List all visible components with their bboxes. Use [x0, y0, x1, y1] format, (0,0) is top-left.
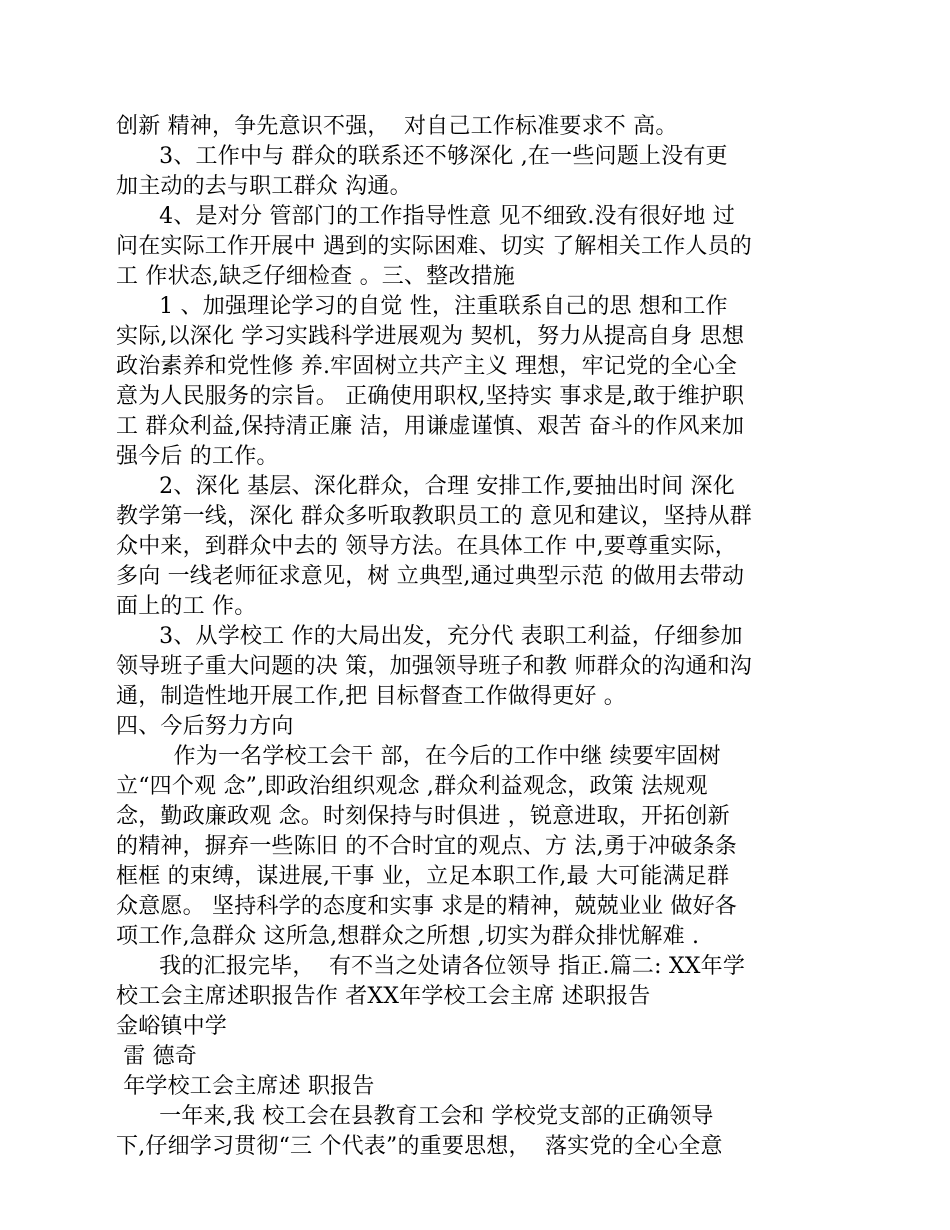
author-name: 雷 德奇 [116, 1044, 197, 1069]
text-line: 政治素养和党性修 养.牢固树立共产主义 理想，牢记党的全心全 [116, 354, 737, 379]
text-line: 加主动的去与职工群众 沟通。 [116, 174, 412, 199]
text-line: 作为一名学校工会干 部，在今后的工作中继 续要牢固树 [116, 744, 721, 769]
text-line: 校工会主席述职报告作 者XX年学校工会主席 述职报告 [116, 984, 651, 1009]
text-line: 强今后 的工作。 [116, 444, 279, 469]
school-name: 金峪镇中学 [116, 1014, 228, 1039]
text-line: 实际,以深化 学习实践科学进展观为 契机，努力从提高自身 思想 [116, 324, 745, 349]
text-line: 的精神，摒弃一些陈旧 的不合时宜的观点、方 法,勇于冲破条条 [116, 834, 737, 859]
section-heading: 四、今后努力方向 [116, 714, 294, 739]
text-line: 一年来,我 校工会在县教育工会和 学校党支部的正确领导 [116, 1104, 714, 1129]
text-line: 项工作,急群众 这所急,想群众之所想 ,切实为群众排忧解难 . [116, 924, 700, 949]
text-line: 念，勤政廉政观 念。时刻保持与时俱进 ，锐意进取，开拓创新 [116, 804, 730, 829]
text-line: 下,仔细学习贯彻“三 个代表”的重要思想， 落实党的全心全意 [116, 1134, 723, 1159]
text-line: 1 、加强理论学习的自觉 性，注重联系自己的思 想和工作 [116, 294, 728, 319]
text-line: 工 作状态,缺乏仔细检查 。三、整改措施 [116, 264, 515, 289]
text-line: 我的汇报完毕， 有不当之处请各位领导 指正.篇二: XX年学 [116, 954, 746, 979]
text-line: 众中来，到群众中去的 领导方法。在具体工作 中,要尊重实际， [116, 534, 737, 559]
text-line: 面上的工 作。 [116, 594, 257, 619]
text-line: 3、从学校工 作的大局出发，充分代 表职工利益，仔细参加 [116, 624, 743, 649]
text-line: 2、深化 基层、深化群众，合理 安排工作,要抽出时间 深化 [116, 474, 735, 499]
text-line: 教学第一线，深化 群众多听取教职员工的 意见和建议，坚持从群 [116, 504, 752, 529]
text-line: 通，制造性地开展工作,把 目标督查工作做得更好 。 [116, 684, 626, 709]
text-line: 众意愿。 坚持科学的态度和实事 求是的精神，兢兢业业 做好各 [116, 894, 737, 919]
text-line: 工 群众利益,保持清正廉 洁，用谦虚谨慎、艰苦 奋斗的作风来加 [116, 414, 745, 439]
text-line: 领导班子重大问题的决 策，加强领导班子和教 师群众的沟通和沟 [116, 654, 752, 679]
body-text [116, 112, 846, 1162]
text-line: 问在实际工作开展中 遇到的实际困难、切实 了解相关工作人员的 [116, 234, 752, 259]
text-line: 意为人民服务的宗旨。 正确使用职权,坚持实 事求是,敢于维护职 [116, 384, 745, 409]
report-title: 年学校工会主席述 职报告 [116, 1074, 375, 1099]
text-line: 4、是对分 管部门的工作指导性意 见不细致.没有很好地 过 [116, 204, 735, 229]
text-line: 立“四个观 念”,即政治组织观念 ,群众利益观念，政策 法规观 [116, 774, 708, 799]
text-line: 创新 精神，争先意识不强， 对自己工作标准要求不 高。 [116, 114, 678, 139]
text-line: 多向 一线老师征求意见，树 立典型,通过典型示范 的做用去带动 [116, 564, 745, 589]
text-line: 框框 的束缚，谋进展,干事 业，立足本职工作,最 大可能满足群 [116, 864, 730, 889]
text-line: 3、工作中与 群众的联系还不够深化 ,在一些问题上没有更 [116, 144, 728, 169]
